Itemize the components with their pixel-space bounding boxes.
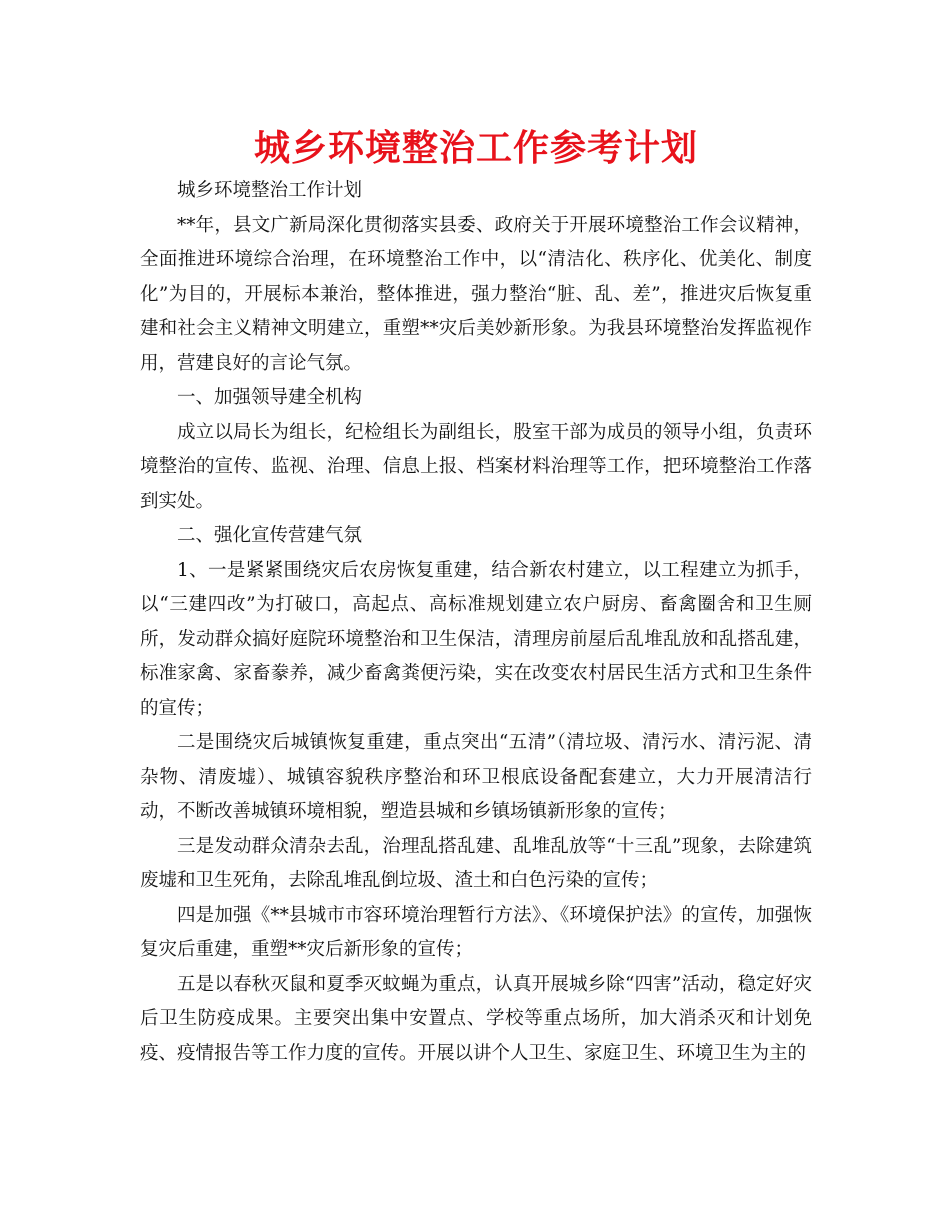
section-heading-2: 二、强化宣传营建气氛 <box>177 525 363 546</box>
paragraph-subtitle: 城乡环境整治工作计划 <box>177 180 363 201</box>
paragraph-item-2: 二是围绕灾后城镇恢复重建，重点突出“五清”（清垃圾、清污水、清污泥、清杂物、清废墟）、城镇容貌秩序整治和环卫根底设备配套建立，大力开展清洁行动，不断改善城镇环境相貌，塑造县城和乡镇场镇新形象的宣传； <box>140 732 812 822</box>
document-title: 城乡环境整治工作参考计划 <box>253 127 698 169</box>
section-heading-1: 一、加强领导建全机构 <box>177 387 363 408</box>
paragraph-item-4: 四是加强《**县城市市容环境治理暂行方法》、《环境保护法》的宣传，加强恢复灾后重建，重塑**灾后新形象的宣传； <box>140 904 812 960</box>
paragraph-leadership: 成立以局长为组长，纪检组长为副组长，股室干部为成员的领导小组，负责环境整治的宣传、监视、治理、信息上报、档案材料治理等工作，把环境整治工作落到实处。 <box>140 421 812 512</box>
paragraph-intro: **年，县文广新局深化贯彻落实县委、政府关于开展环境整治工作会议精神，全面推进环境综合治理，在环境整治工作中，以“清洁化、秩序化、优美化、制度化”为目的，开展标本兼治，整体推进，强力整治“脏、乱、差”，推进灾后恢复重建和社会主义精神文明建立，重塑**灾后美妙新形象。为我县环境整治发挥监视作用，营建良好的言论气氛。 <box>140 214 812 374</box>
paragraph-item-1: 1、一是紧紧围绕灾后农房恢复重建，结合新农村建立，以工程建立为抓手，以“三建四改”为打破口，高起点、高标准规划建立农户厨房、畜禽圈舍和卫生厕所，发动群众搞好庭院环境整治和卫生保洁，清理房前屋后乱堆乱放和乱搭乱建，标准家禽、家畜豢养，减少畜禽粪便污染，实在改变农村居民生活方式和卫生条件的宣传； <box>140 559 812 719</box>
paragraph-item-3: 三是发动群众清杂去乱，治理乱搭乱建、乱堆乱放等“十三乱”现象，去除建筑废墟和卫生死角，去除乱堆乱倒垃圾、渣土和白色污染的宣传； <box>140 835 812 891</box>
document-page <box>140 118 812 1071</box>
paragraph-item-5: 五是以春秋灭鼠和夏季灭蚊蝇为重点，认真开展城乡除“四害”活动，稳定好灾后卫生防疫成果。主要突出集中安置点、学校等重点场所，加大消杀灭和计划免疫、疫情报告等工作力度的宣传。开展以讲个人卫生、家庭卫生、环境卫生为主的 <box>140 973 812 1064</box>
